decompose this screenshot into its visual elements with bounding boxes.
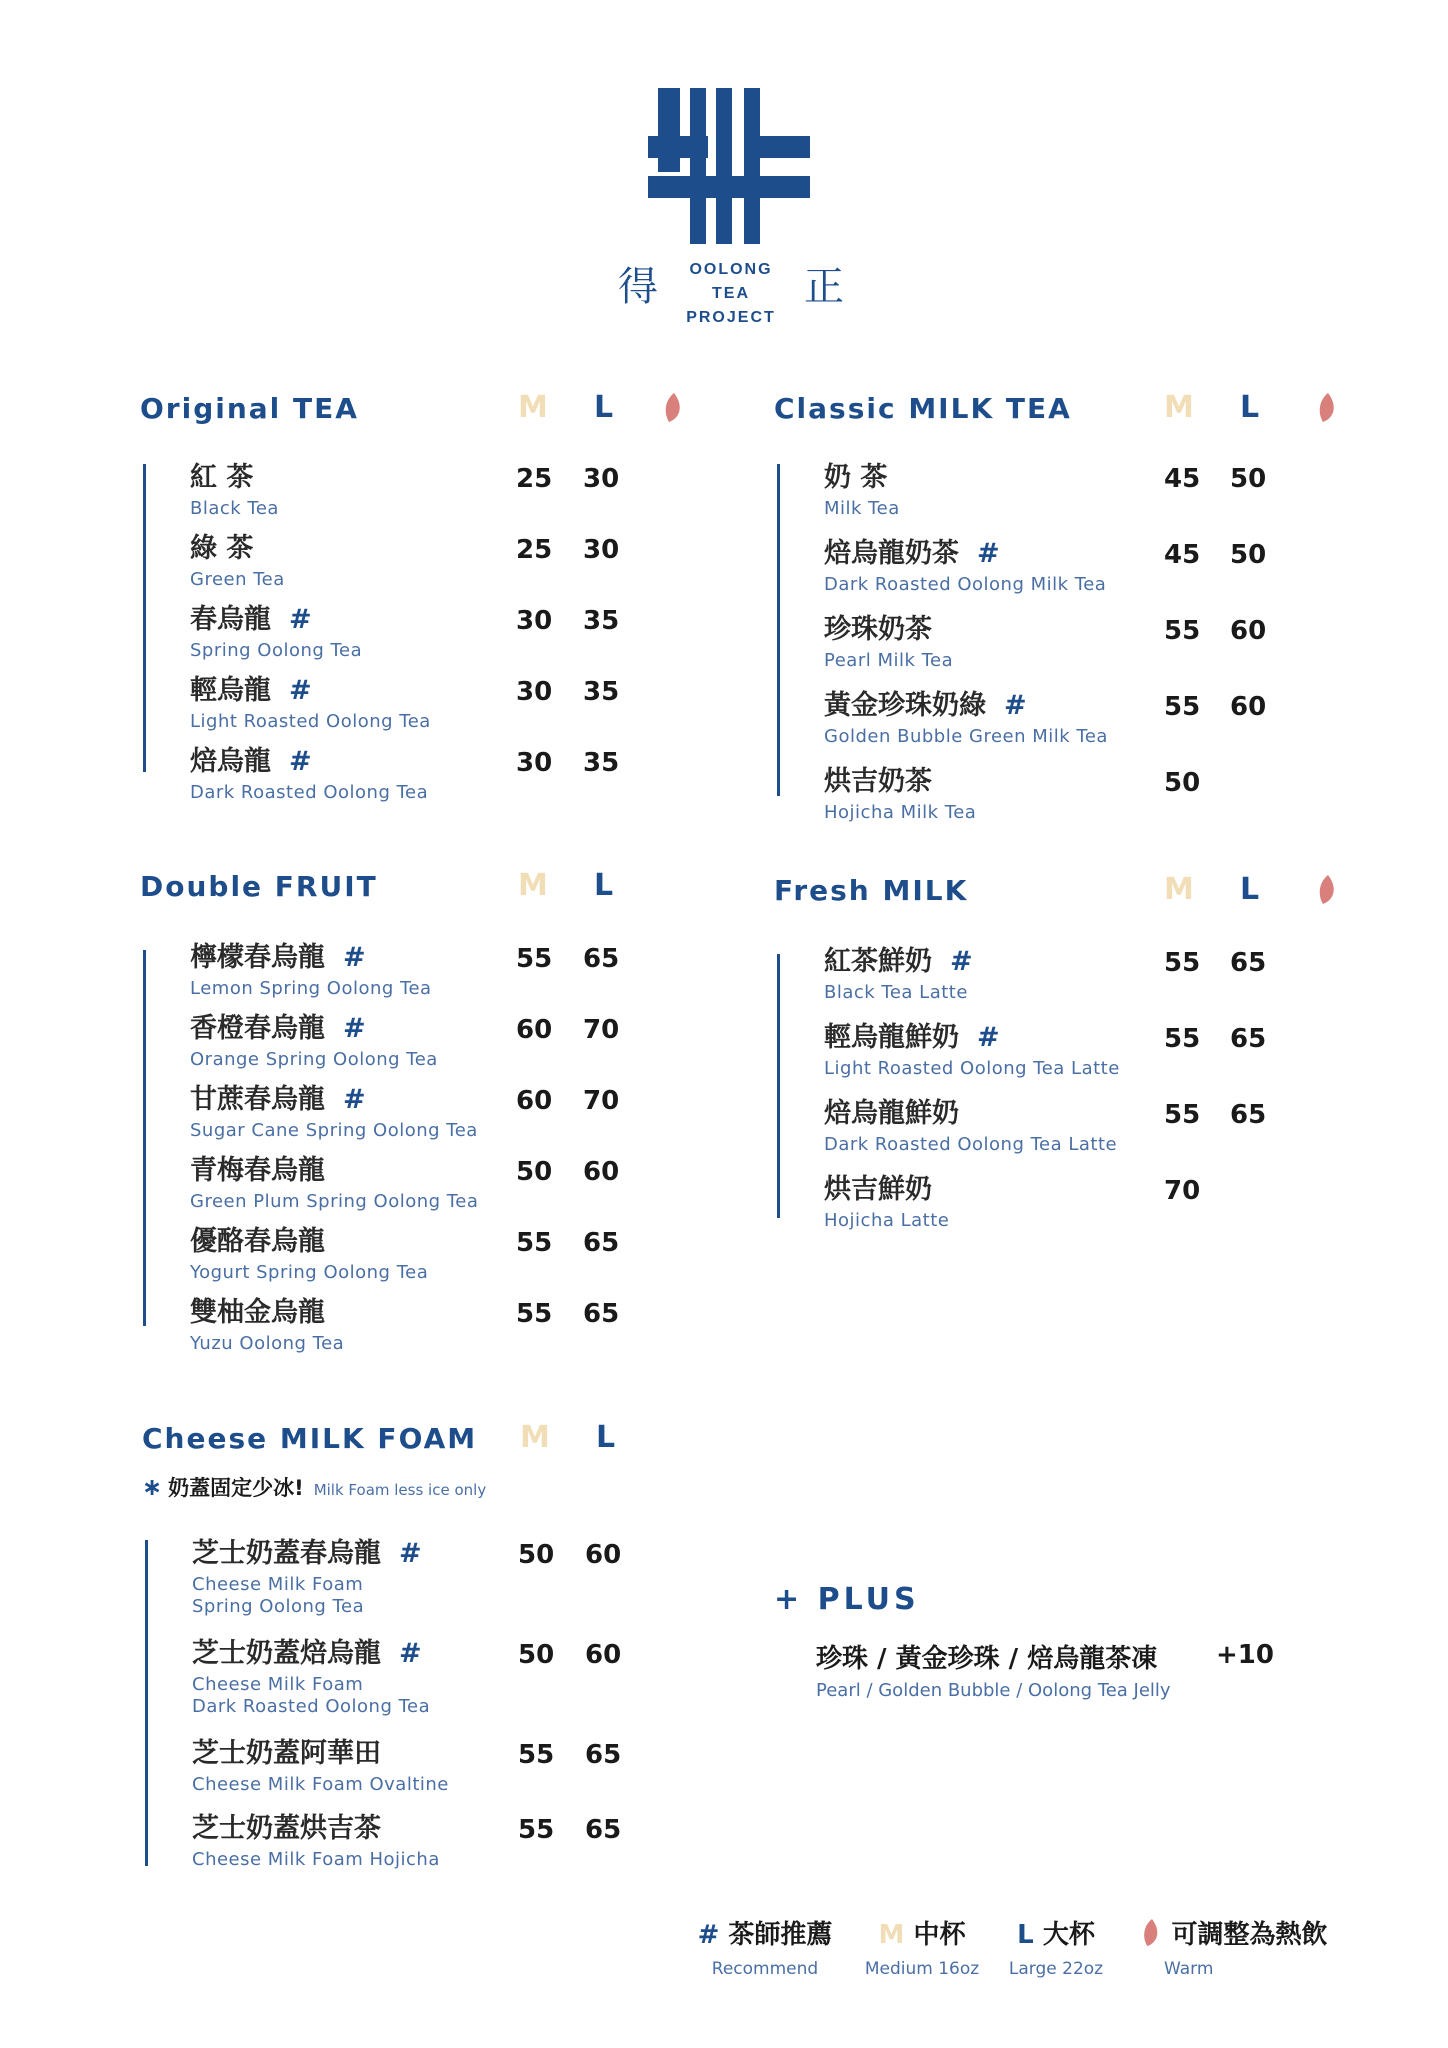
item-name-en: Sugar Cane Spring Oolong Tea (190, 1120, 478, 1141)
item-name-en: Cheese Milk Foam Hojicha (192, 1849, 440, 1870)
item-name-en: Light Roasted Oolong Tea (190, 711, 431, 732)
item-name-en: Light Roasted Oolong Tea Latte (824, 1058, 1120, 1079)
item-name-cn (190, 1226, 428, 1258)
recommend-hash-icon: # (697, 1920, 720, 1950)
item-name-cn-text: 優酪春烏龍 (190, 1226, 325, 1257)
medium-m-icon: M (878, 1920, 905, 1950)
price-medium: 55 (1164, 948, 1201, 978)
price-large: 60 (585, 1540, 622, 1570)
plus-cn: 珍珠 / 黃金珍珠 / 焙烏龍茶凍 (816, 1644, 1158, 1674)
price-large: 30 (583, 535, 620, 565)
item-name-cn (824, 946, 973, 978)
section-title: Cheese MILK FOAM (142, 1422, 478, 1455)
recommend-hash-icon: # (343, 1013, 366, 1044)
item-name-en: Golden Bubble Green Milk Tea (824, 726, 1108, 747)
section-bar (143, 464, 146, 772)
price-medium: 50 (518, 1640, 555, 1670)
note-cn: 奶蓋固定少冰! (168, 1476, 304, 1500)
col-header-m: M (518, 868, 548, 903)
legend-recommend-cn: 茶師推薦 (728, 1920, 833, 1950)
item-name-cn (190, 1297, 344, 1329)
legend-recommend-en: Recommend (711, 1959, 819, 1979)
price-large: 60 (585, 1640, 622, 1670)
item-name-en: Green Plum Spring Oolong Tea (190, 1191, 479, 1212)
item-name-cn (190, 942, 432, 974)
price-large: 60 (1230, 616, 1267, 646)
item-name-cn-text: 焙烏龍鮮奶 (824, 1098, 959, 1129)
price-medium: 60 (516, 1086, 553, 1116)
col-header-l: L (596, 1420, 616, 1455)
section-bar (777, 954, 780, 1218)
item-name-en: Hojicha Milk Tea (824, 802, 977, 823)
price-medium: 30 (516, 677, 553, 707)
item-name-en-line2: Spring Oolong Tea (192, 1596, 365, 1617)
price-medium: 30 (516, 748, 553, 778)
item-name-cn (192, 1638, 430, 1670)
menu-item (192, 1538, 622, 1618)
price-medium: 30 (516, 606, 553, 636)
item-name-en: Pearl Milk Tea (824, 650, 954, 671)
price-medium: 60 (516, 1015, 553, 1045)
item-name-cn (824, 1098, 1117, 1130)
menu-item (190, 942, 620, 1000)
item-name-cn-text: 春烏龍 (190, 604, 271, 635)
item-name-cn-text: 芝士奶蓋焙烏龍 (192, 1638, 381, 1669)
item-name-en: Yuzu Oolong Tea (190, 1333, 345, 1354)
legend-medium (862, 1914, 982, 1979)
item-name-en: Hojicha Latte (824, 1210, 950, 1231)
item-name-cn-text: 紅 茶 (190, 462, 254, 493)
item-name-cn (190, 1084, 478, 1116)
item-name-cn (824, 766, 976, 798)
col-header-m: M (1164, 390, 1194, 425)
price-large: 30 (583, 464, 620, 494)
brand-en-line2: PROJECT (686, 309, 776, 326)
plus-price: +10 (1216, 1640, 1274, 1670)
price-medium: 55 (518, 1740, 555, 1770)
menu-item (190, 1013, 620, 1071)
warm-leaf-icon (1316, 392, 1338, 424)
item-name-en: Black Tea Latte (824, 982, 968, 1003)
recommend-hash-icon: # (950, 946, 973, 977)
large-l-icon: L (1017, 1920, 1034, 1950)
price-medium: 55 (1164, 1024, 1201, 1054)
price-medium: 55 (1164, 616, 1201, 646)
price-medium: 55 (516, 944, 553, 974)
col-header-m: M (518, 390, 548, 425)
legend-recommend (680, 1914, 850, 1979)
item-name-cn-text: 珍珠奶茶 (824, 614, 932, 645)
price-medium: 55 (516, 1299, 553, 1329)
menu-item (824, 690, 1267, 748)
milk-foam-note (142, 1472, 486, 1502)
item-name-cn-text: 芝士奶蓋烘吉茶 (192, 1813, 381, 1844)
price-large: 50 (1230, 540, 1267, 570)
menu-item (190, 462, 620, 520)
item-name-cn-text: 青梅春烏龍 (190, 1155, 325, 1186)
item-name-cn-text: 黃金珍珠奶綠 (824, 690, 986, 721)
brand-en (668, 258, 794, 330)
section-bar (777, 464, 780, 796)
item-name-cn-text: 雙柚金烏龍 (190, 1297, 325, 1328)
plus-title: + PLUS (774, 1582, 920, 1617)
price-large: 35 (583, 606, 620, 636)
section-bar (143, 950, 146, 1326)
item-name-cn-text: 綠 茶 (190, 533, 254, 564)
menu-item (824, 946, 1267, 1004)
price-medium: 50 (518, 1540, 555, 1570)
item-name-en: Spring Oolong Tea (190, 640, 363, 661)
item-name-cn (824, 1174, 949, 1206)
item-name-en: Cheese Milk Foam (192, 1574, 364, 1595)
warm-leaf-icon (1140, 1918, 1162, 1948)
price-medium: 50 (516, 1157, 553, 1187)
menu-item (190, 1226, 620, 1284)
menu-item (824, 1174, 1201, 1232)
menu-item (190, 1155, 620, 1213)
item-name-cn-text: 輕烏龍 (190, 675, 271, 706)
price-medium: 25 (516, 535, 553, 565)
recommend-hash-icon: # (289, 746, 312, 777)
price-medium: 55 (1164, 1100, 1201, 1130)
menu-item (824, 1022, 1267, 1080)
price-medium: 25 (516, 464, 553, 494)
price-large: 65 (585, 1815, 622, 1845)
item-name-cn-text: 紅茶鮮奶 (824, 946, 932, 977)
price-large: 65 (1230, 1024, 1267, 1054)
item-name-cn (190, 746, 428, 778)
section-title: Fresh MILK (774, 874, 969, 907)
warm-leaf-icon (662, 392, 684, 424)
section-title: Original TEA (140, 392, 359, 425)
recommend-hash-icon: # (289, 604, 312, 635)
item-name-cn-text: 芝士奶蓋春烏龍 (192, 1538, 381, 1569)
warm-leaf-icon (1316, 874, 1338, 906)
item-name-en: Cheese Milk Foam (192, 1674, 364, 1695)
item-name-cn (190, 1013, 438, 1045)
item-name-en: Cheese Milk Foam Ovaltine (192, 1774, 449, 1795)
price-medium: 70 (1164, 1176, 1201, 1206)
legend-warm-en: Warm (1164, 1959, 1214, 1979)
recommend-hash-icon: # (399, 1638, 422, 1669)
item-name-cn (190, 1155, 478, 1187)
menu-item (192, 1813, 622, 1871)
item-name-en: Milk Tea (824, 498, 900, 519)
price-large: 65 (583, 944, 620, 974)
legend-large-en: Large 22oz (1008, 1959, 1104, 1979)
item-name-cn (190, 462, 279, 494)
col-header-m: M (1164, 872, 1194, 907)
menu-item (824, 462, 1267, 520)
col-header-l: L (594, 868, 614, 903)
plus-en: Pearl / Golden Bubble / Oolong Tea Jelly (816, 1680, 1171, 1701)
legend-large (1002, 1914, 1110, 1979)
item-name-cn (192, 1738, 449, 1770)
item-name-cn-text: 甘蔗春烏龍 (190, 1084, 325, 1115)
item-name-cn (190, 604, 362, 636)
item-name-cn-text: 烘吉奶茶 (824, 766, 932, 797)
recommend-hash-icon: # (977, 538, 1000, 569)
recommend-hash-icon: # (977, 1022, 1000, 1053)
legend-large-cn: 大杯 (1042, 1920, 1095, 1950)
price-medium: 55 (1164, 692, 1201, 722)
brand-en-line1: OOLONG TEA (689, 261, 773, 302)
menu-item (190, 533, 620, 591)
price-large: 65 (583, 1228, 620, 1258)
item-name-en: Green Tea (190, 569, 285, 590)
item-name-cn-text: 烘吉鮮奶 (824, 1174, 932, 1205)
item-name-cn-text: 焙烏龍奶茶 (824, 538, 959, 569)
legend-warm-cn: 可調整為熱飲 (1171, 1920, 1328, 1950)
item-name-cn-text: 奶 茶 (824, 462, 888, 493)
note-en: Milk Foam less ice only (313, 1481, 487, 1499)
menu-item (190, 604, 620, 662)
recommend-hash-icon: # (1004, 690, 1027, 721)
item-name-en: Orange Spring Oolong Tea (190, 1049, 438, 1070)
price-large: 50 (1230, 464, 1267, 494)
brand-cn-left: 得 (618, 264, 658, 310)
price-large: 70 (583, 1015, 620, 1045)
item-name-en: Lemon Spring Oolong Tea (190, 978, 432, 999)
item-name-en: Black Tea (190, 498, 279, 519)
item-name-en-line2: Dark Roasted Oolong Tea (192, 1696, 431, 1717)
price-large: 70 (583, 1086, 620, 1116)
menu-item (190, 1084, 620, 1142)
col-header-m: M (520, 1420, 550, 1455)
recommend-hash-icon: # (343, 1084, 366, 1115)
item-name-cn (190, 533, 285, 565)
item-name-cn-text: 輕烏龍鮮奶 (824, 1022, 959, 1053)
item-name-cn (192, 1538, 422, 1570)
col-header-l: L (1240, 390, 1260, 425)
recommend-hash-icon: # (399, 1538, 422, 1569)
item-name-cn-text: 香橙春烏龍 (190, 1013, 325, 1044)
legend-warm (1128, 1914, 1340, 1979)
item-name-en: Dark Roasted Oolong Tea (190, 782, 429, 803)
menu-item (192, 1638, 622, 1718)
price-large: 35 (583, 748, 620, 778)
price-large: 65 (1230, 948, 1267, 978)
price-medium: 45 (1164, 464, 1201, 494)
item-name-cn (824, 614, 953, 646)
menu-item (190, 675, 620, 733)
item-name-cn (192, 1813, 440, 1845)
menu-item (824, 614, 1267, 672)
menu-item (190, 746, 620, 804)
price-medium: 45 (1164, 540, 1201, 570)
price-large: 65 (585, 1740, 622, 1770)
item-name-en: Dark Roasted Oolong Tea Latte (824, 1134, 1118, 1155)
recommend-hash-icon: # (289, 675, 312, 706)
menu-item (192, 1738, 622, 1796)
price-large: 65 (1230, 1100, 1267, 1130)
legend-medium-cn: 中杯 (913, 1920, 966, 1950)
item-name-cn (824, 1022, 1120, 1054)
price-large: 60 (1230, 692, 1267, 722)
section-title: Double FRUIT (140, 870, 378, 903)
legend-medium-en: Medium 16oz (864, 1959, 980, 1979)
item-name-cn-text: 檸檬春烏龍 (190, 942, 325, 973)
price-medium: 55 (516, 1228, 553, 1258)
col-header-l: L (1240, 872, 1260, 907)
item-name-cn-text: 焙烏龍 (190, 746, 271, 777)
price-medium: 55 (518, 1815, 555, 1845)
menu-item (824, 766, 1201, 824)
section-title: Classic MILK TEA (774, 392, 1072, 425)
menu-item (824, 538, 1267, 596)
brand-cn-right: 正 (804, 264, 844, 310)
item-name-en: Dark Roasted Oolong Milk Tea (824, 574, 1107, 595)
item-name-cn (824, 462, 900, 494)
asterisk-icon: ∗ (142, 1473, 163, 1501)
price-large: 60 (583, 1157, 620, 1187)
item-name-cn-text: 芝士奶蓋阿華田 (192, 1738, 381, 1769)
recommend-hash-icon: # (343, 942, 366, 973)
section-bar (145, 1540, 148, 1866)
item-name-cn (824, 538, 1106, 570)
item-name-cn (824, 690, 1108, 722)
item-name-en: Yogurt Spring Oolong Tea (190, 1262, 429, 1283)
price-medium: 50 (1164, 768, 1201, 798)
menu-item (190, 1297, 620, 1355)
item-name-cn (190, 675, 431, 707)
price-large: 35 (583, 677, 620, 707)
price-large: 65 (583, 1299, 620, 1329)
col-header-l: L (594, 390, 614, 425)
menu-item (824, 1098, 1267, 1156)
